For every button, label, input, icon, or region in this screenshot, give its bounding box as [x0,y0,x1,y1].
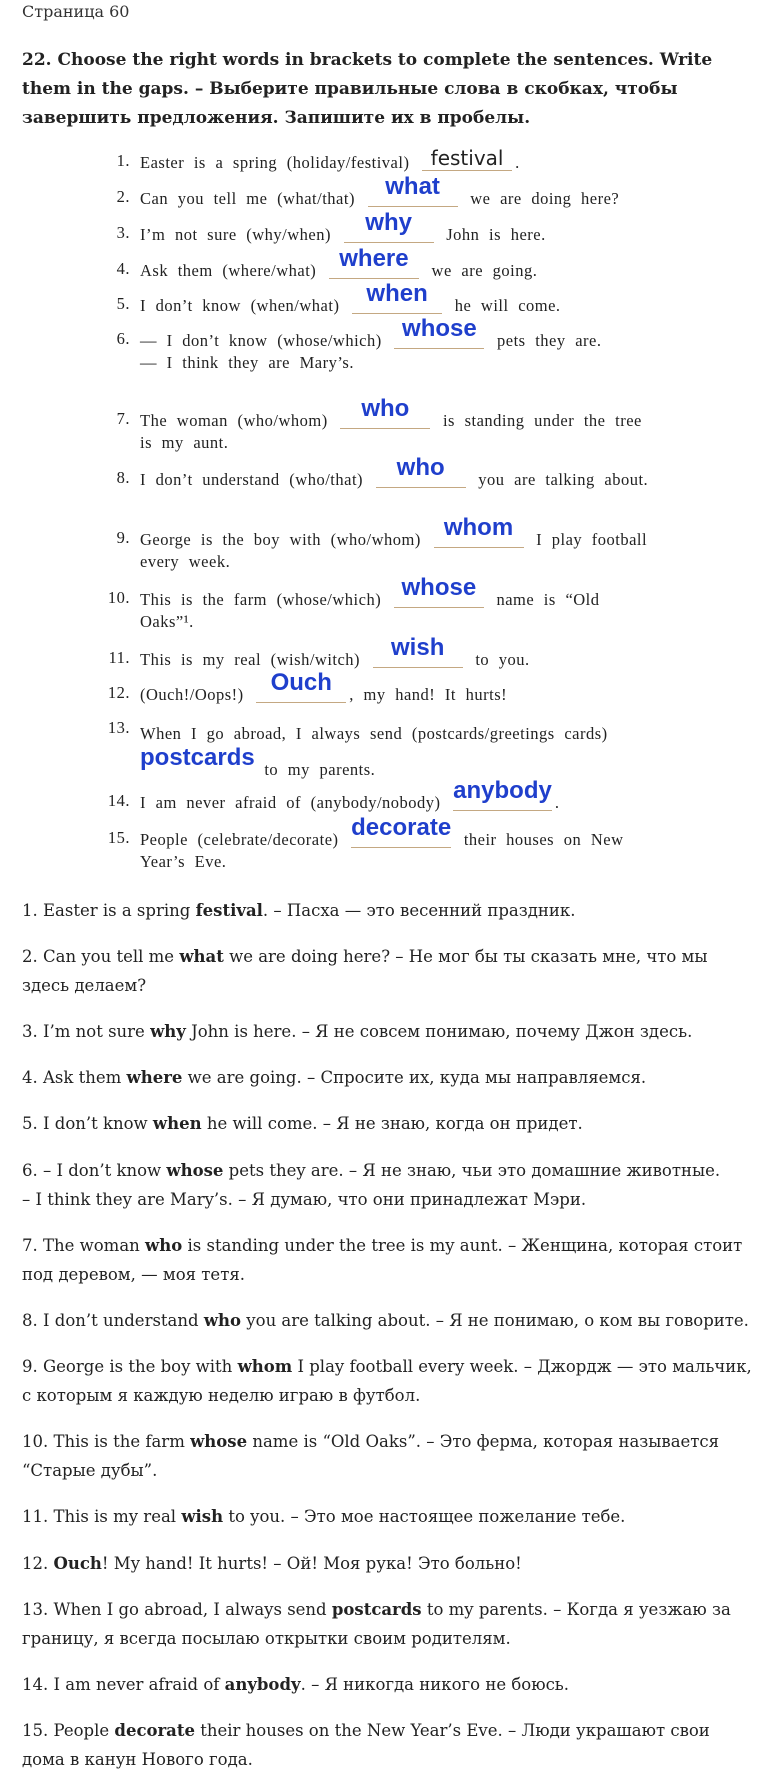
item-number: 12. [107,683,130,702]
answer-line: 8. I don’t understand who you are talking about. – Я не понимаю, о ком вы говорите. [22,1311,749,1330]
answer-line: 2. Can you tell me what we are doing here? – Не мог бы ты сказать мне, что мы здесь делаем? [22,947,708,995]
answer-line: 5. I don’t know when he will come. – Я не знаю, когда он придет. [22,1114,583,1133]
item-text: The woman (who/whom) who is standing under the tree is my aunt. [140,395,642,452]
answer-line: 12. Ouch! My hand! It hurts! – Ой! Моя рука! Это больно! [22,1554,522,1573]
answer-gap [376,454,466,488]
item-text: George is the boy with (who/whom) whom I play football every week. [140,514,648,571]
item-number: 4. [116,259,130,278]
answer-word: festival [430,146,504,170]
item-number: 15. [107,828,130,847]
item-text: — I don’t know (whose/which) whose pets they are. — I think they are Mary’s. [140,315,602,372]
item-number: 8. [116,468,130,487]
answer-line: 6. – I don’t know whose pets they are. – Я не знаю, чьи это домашние животные. – I think they are Mary’s. – Я думаю, что они принадлежат Мэри. [22,1161,721,1209]
exercise-heading: 22. Choose the right words in brackets to complete the sentences. Write them in the gaps. – Выберите правильные слова в скобках, чтобы завершить предложения. Запишите их в пробелы. [22,50,713,128]
answer-line: 9. George is the boy with whom I play football every week. – Джордж — это мальчик, с которым я каждую неделю играю в футбол. [22,1357,752,1405]
answer-gap [329,245,419,279]
answer-gap [368,173,458,207]
answer-word: who [361,395,410,422]
item-text: When I go abroad, I always send (postcards/greetings cards) postcards to my parents. [140,724,608,779]
answer-gap [373,634,463,668]
answer-line: 3. I’m not sure why John is here. – Я не совсем понимаю, почему Джон здесь. [22,1022,693,1041]
item-text: I don’t know (when/what) when he will come. [140,280,561,315]
item-text: Can you tell me (what/that) what we are doing here? [140,173,620,208]
answer-word: anybody [453,777,552,804]
answer-word: why [365,209,412,236]
answer-line: 10. This is the farm whose name is “Old Oaks”. – Это ферма, которая называется “Старые дубы”. [22,1432,720,1480]
item-text: This is my real (wish/witch) wish to you. [140,634,530,669]
answer-gap [394,574,484,608]
item-number: 3. [116,223,130,242]
answer-gap [394,315,484,349]
item-number: 10. [107,588,130,607]
answer-line: 4. Ask them where we are going. – Спросите их, куда мы направляемся. [22,1068,647,1087]
item-text: Easter is a spring (holiday/festival) festival . [140,146,520,172]
answer-word: Ouch [270,669,332,696]
item-number: 14. [107,791,130,810]
item-text: I don’t understand (who/that) who you are talking about. [140,454,649,489]
answer-word: where [339,245,409,272]
answer-gap [351,814,452,848]
answer-word: postcards [140,744,255,771]
answer-line: 1. Easter is a spring festival. – Пасха — это весенний праздник. [22,901,576,920]
item-number: 11. [108,648,130,667]
answer-word: decorate [351,814,452,841]
answer-line: 11. This is my real wish to you. – Это мое настоящее пожелание тебе. [22,1507,626,1526]
answer-gap [256,669,346,703]
item-number: 6. [116,329,130,348]
answer-gap [453,777,552,811]
item-number: 7. [116,409,130,428]
answer-word: whose [401,574,477,601]
item-text: This is the farm (whose/which) whose name is “Old Oaks”¹. [140,574,600,631]
answer-word: whom [443,514,514,541]
answer-gap [344,209,434,243]
item-number: 9. [116,528,130,547]
answer-line: 14. I am never afraid of anybody. – Я никогда никого не боюсь. [22,1675,570,1694]
answer-gap [140,744,255,771]
item-text: Ask them (where/what) where we are going. [140,245,538,280]
answer-line: 7. The woman who is standing under the tree is my aunt. – Женщина, которая стоит под деревом, — моя тетя. [22,1236,743,1284]
page-label: Страница 60 [22,2,130,21]
answer-word: wish [391,634,445,661]
answer-word: what [385,173,440,200]
item-text: I am never afraid of (anybody/nobody) anybody . [140,777,560,812]
answer-gap [352,280,442,314]
item-number: 13. [107,718,130,737]
answer-word: who [396,454,445,481]
answer-gap [434,514,524,548]
answer-gap [422,146,512,171]
answer-word: whose [402,315,477,342]
item-number: 2. [116,187,130,206]
answer-line: 15. People decorate their houses on the New Year’s Eve. – Люди украшают свои дома в канун Нового года. [22,1721,710,1769]
item-number: 5. [116,294,130,313]
item-text: People (celebrate/decorate) decorate their houses on New Year’s Eve. [140,814,624,871]
answer-gap [340,395,430,429]
answer-line: 13. When I go abroad, I always send postcards to my parents. – Когда я уезжаю за границу, я всегда посылаю открытки своим родителям. [22,1600,731,1648]
item-text: (Ouch!/Oops!) Ouch , my hand! It hurts! [140,669,508,704]
answer-word: when [366,280,428,307]
item-text: I’m not sure (why/when) why John is here. [140,209,546,244]
item-number: 1. [116,151,130,170]
